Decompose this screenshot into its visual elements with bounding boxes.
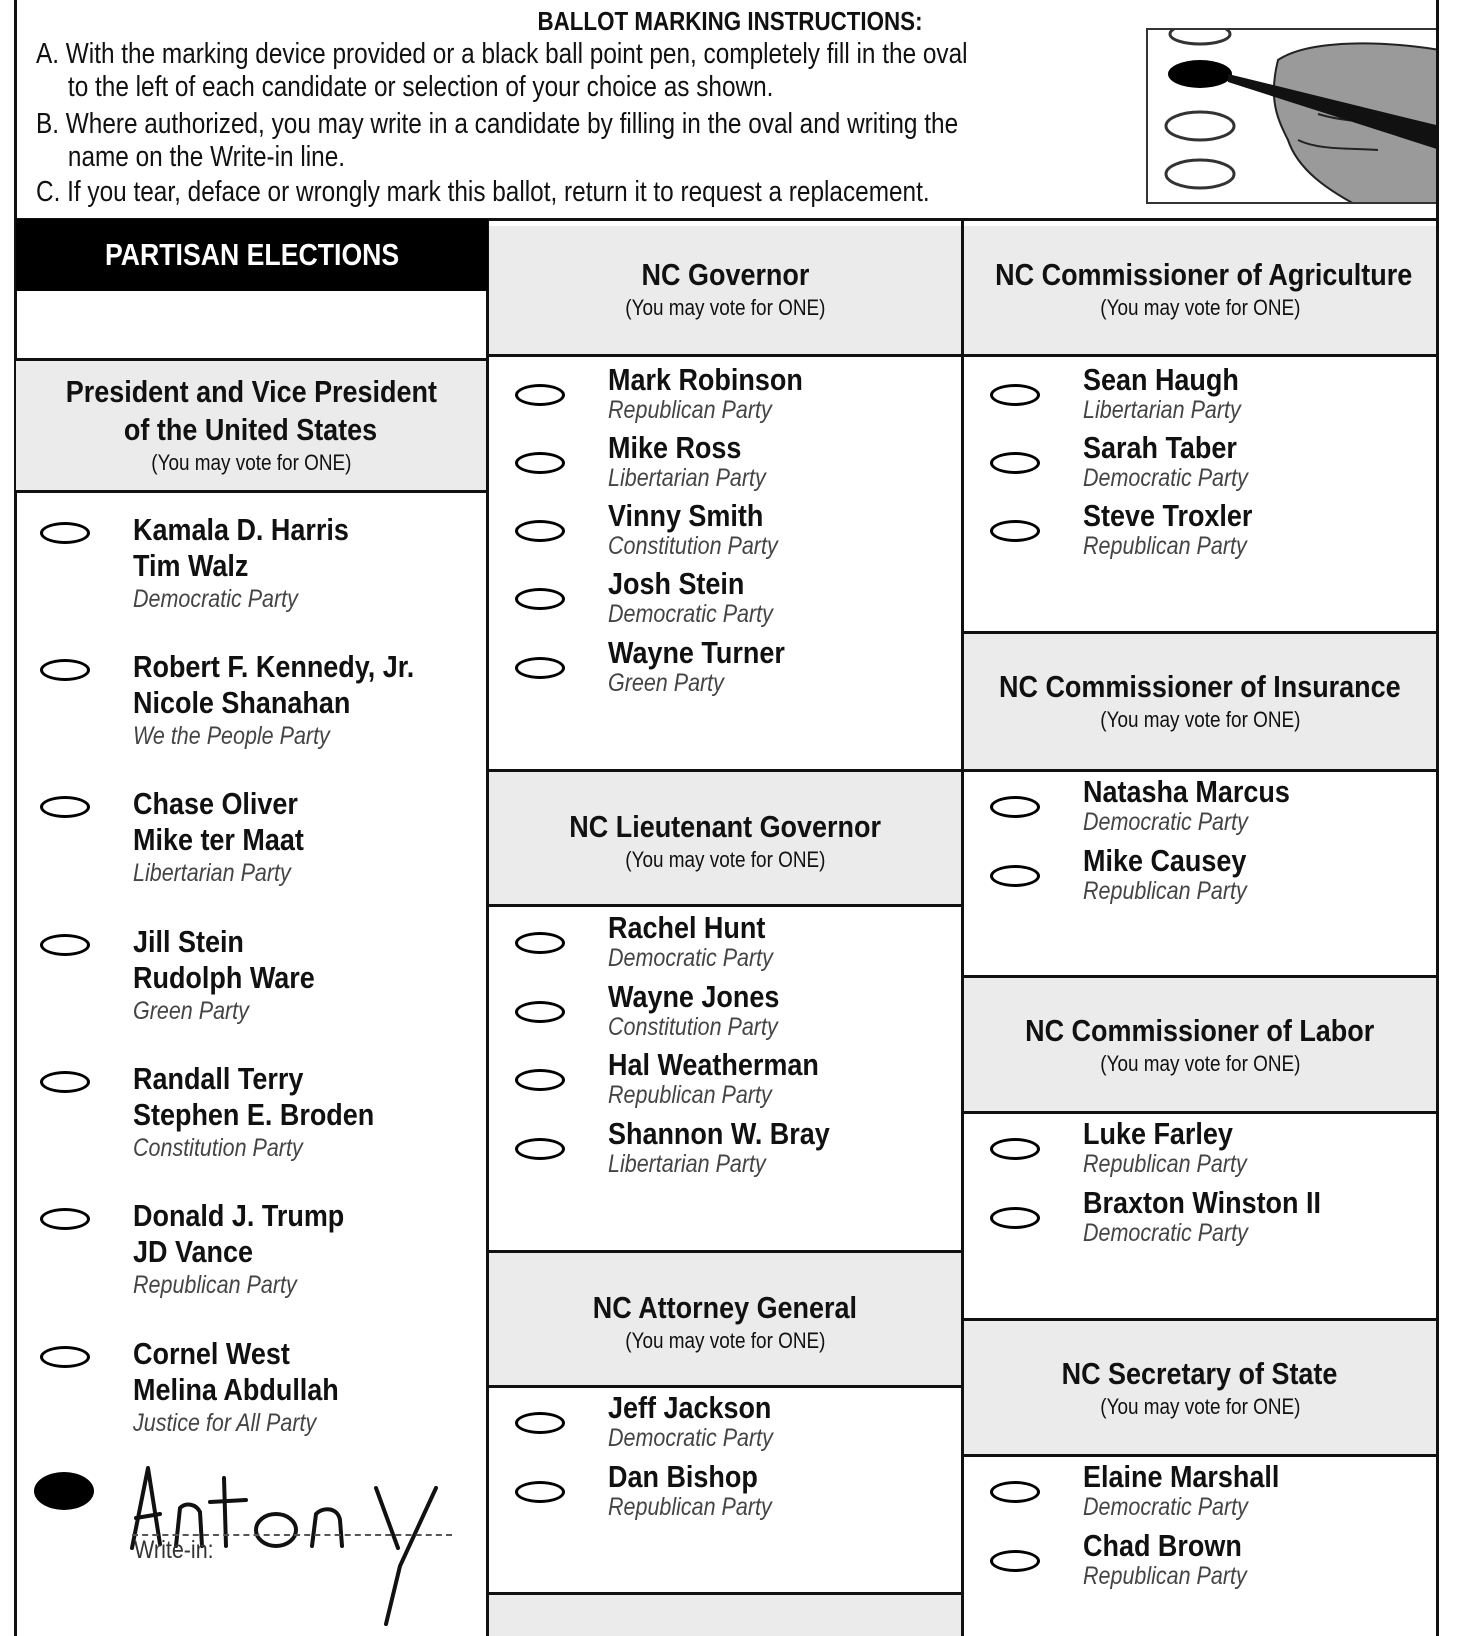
instruction-c (36, 176, 930, 209)
candidate-governor-stein[interactable] (515, 568, 955, 634)
party-name: Green Party (608, 669, 724, 697)
vote-for-one-note: (You may vote for ONE) (1099, 1394, 1301, 1419)
candidate-governor-turner[interactable] (515, 637, 955, 703)
instruction-b-line1: B. Where authorized, you may write in a candidate by filling in the oval and writing the (36, 108, 959, 140)
hand-pen-icon (1148, 30, 1438, 204)
vote-for-one-note: (You may vote for ONE) (1099, 1051, 1301, 1076)
running-mate-name: Stephen E. Broden (133, 1097, 375, 1132)
party-name: Republican Party (608, 1493, 772, 1521)
party-name: Libertarian Party (608, 464, 766, 492)
candidate-name: Mike Ross (608, 430, 742, 465)
vote-for-one-note: (You may vote for ONE) (1099, 295, 1301, 320)
candidate-name: Braxton Winston II (1083, 1185, 1321, 1220)
contest-header-agriculture (964, 226, 1436, 354)
vote-for-one-note: (You may vote for ONE) (1099, 707, 1301, 732)
candidate-name: Sarah Taber (1083, 430, 1237, 465)
candidate-lt-governor-jones[interactable] (515, 981, 955, 1047)
candidate-governor-smith[interactable] (515, 500, 955, 566)
ballot-oval[interactable] (990, 1138, 1040, 1160)
ballot-oval[interactable] (990, 1481, 1040, 1503)
contest-title: NC Lieutenant Governor (569, 809, 881, 844)
ballot-oval[interactable] (515, 1481, 565, 1503)
contest-header-insurance (964, 634, 1436, 769)
ballot-border-right (1436, 0, 1439, 1636)
candidate-insurance-marcus[interactable] (990, 776, 1430, 842)
ballot-oval[interactable] (40, 796, 90, 818)
ballot-oval[interactable] (40, 1208, 90, 1230)
divider (963, 769, 1439, 772)
party-name: Democratic Party (133, 585, 298, 613)
party-name: Republican Party (133, 1271, 297, 1299)
candidate-president-stein[interactable] (40, 924, 480, 1044)
party-name: Republican Party (608, 396, 772, 424)
candidate-lt-governor-hunt[interactable] (515, 912, 955, 978)
candidate-labor-winston[interactable] (990, 1187, 1430, 1253)
candidate-name: Kamala D. Harris (133, 512, 349, 547)
marking-sample-illustration (1146, 28, 1438, 204)
ballot-oval[interactable] (515, 384, 565, 406)
candidate-name: Chad Brown (1083, 1528, 1242, 1563)
party-name: Republican Party (1083, 532, 1247, 560)
party-name: Republican Party (608, 1081, 772, 1109)
running-mate-name: Nicole Shanahan (133, 685, 351, 720)
next-contest-header (489, 1595, 961, 1636)
candidate-governor-robinson[interactable] (515, 364, 955, 430)
candidate-name: Luke Farley (1083, 1116, 1233, 1151)
party-name: Democratic Party (608, 944, 773, 972)
ballot-oval[interactable] (990, 865, 1040, 887)
candidate-name: Hal Weatherman (608, 1047, 819, 1082)
contest-title: NC Secretary of State (1062, 1356, 1338, 1391)
ballot-oval[interactable] (40, 1346, 90, 1368)
candidate-name: Donald J. Trump (133, 1198, 345, 1233)
party-name: Justice for All Party (133, 1409, 317, 1437)
instruction-a (36, 38, 968, 104)
party-name: Republican Party (1083, 1150, 1247, 1178)
contest-header-lt-governor (489, 772, 961, 904)
candidate-president-terry[interactable] (40, 1061, 480, 1181)
candidate-name: Natasha Marcus (1083, 774, 1290, 809)
ballot-oval[interactable] (40, 1071, 90, 1093)
party-name: We the People Party (133, 722, 330, 750)
ballot-oval[interactable] (515, 1412, 565, 1434)
candidate-name: Wayne Jones (608, 979, 780, 1014)
running-mate-name: Melina Abdullah (133, 1372, 339, 1407)
party-name: Libertarian Party (1083, 396, 1241, 424)
candidate-agriculture-taber[interactable] (990, 432, 1430, 498)
ballot-oval[interactable] (515, 1069, 565, 1091)
contest-title: NC Commissioner of Labor (1025, 1013, 1375, 1048)
party-name: Democratic Party (1083, 464, 1248, 492)
candidate-labor-farley[interactable] (990, 1118, 1430, 1184)
ballot-oval[interactable] (515, 1138, 565, 1160)
ballot-oval[interactable] (40, 934, 90, 956)
contest-header-labor (964, 978, 1436, 1111)
candidate-name: Mike Causey (1083, 843, 1247, 878)
party-name: Libertarian Party (608, 1150, 766, 1178)
divider (963, 354, 1439, 357)
ballot-oval[interactable] (40, 659, 90, 681)
ballot-oval[interactable] (515, 520, 565, 542)
candidate-president-oliver[interactable] (40, 786, 480, 906)
candidate-name: Dan Bishop (608, 1459, 758, 1494)
candidate-name: Josh Stein (608, 566, 745, 601)
candidate-name: Shannon W. Bray (608, 1116, 830, 1151)
ballot-oval[interactable] (990, 384, 1040, 406)
candidate-name: Robert F. Kennedy, Jr. (133, 649, 415, 684)
instruction-b (36, 108, 958, 174)
divider (488, 354, 962, 357)
running-mate-name: JD Vance (133, 1234, 253, 1269)
candidate-president-harris[interactable] (40, 512, 480, 632)
ballot-oval[interactable] (515, 588, 565, 610)
candidate-lt-governor-weatherman[interactable] (515, 1049, 955, 1115)
ballot-oval[interactable] (515, 452, 565, 474)
instructions-title: BALLOT MARKING INSTRUCTIONS: (537, 6, 923, 36)
contest-title: NC Governor (641, 257, 809, 292)
write-in-oval-filled[interactable] (34, 1472, 94, 1510)
ballot-oval[interactable] (515, 1001, 565, 1023)
party-name: Democratic Party (1083, 808, 1248, 836)
candidate-president-kennedy[interactable] (40, 649, 480, 769)
column-divider-1 (486, 218, 489, 1636)
party-name: Green Party (133, 997, 249, 1025)
partisan-elections-banner (16, 219, 488, 291)
ballot-oval[interactable] (515, 932, 565, 954)
vote-for-one-note: (You may vote for ONE) (624, 1328, 826, 1353)
ballot-oval[interactable] (990, 520, 1040, 542)
candidate-lt-governor-bray[interactable] (515, 1118, 955, 1184)
candidate-secretary-of-state-marshall[interactable] (990, 1461, 1430, 1527)
divider (488, 1385, 962, 1388)
candidate-attorney-general-bishop[interactable] (515, 1461, 955, 1527)
party-name: Constitution Party (133, 1134, 303, 1162)
candidate-name: Rachel Hunt (608, 910, 766, 945)
candidate-president-trump[interactable] (40, 1198, 480, 1318)
candidate-insurance-causey[interactable] (990, 845, 1430, 911)
candidate-name: Jill Stein (133, 924, 244, 959)
vote-for-one-note: (You may vote for ONE) (624, 295, 826, 320)
partisan-elections-label: PARTISAN ELECTIONS (104, 237, 400, 272)
candidate-name: Cornel West (133, 1336, 290, 1371)
candidate-attorney-general-jackson[interactable] (515, 1392, 955, 1458)
candidate-name: Mark Robinson (608, 362, 803, 397)
candidate-name: Elaine Marshall (1083, 1459, 1280, 1494)
party-name: Democratic Party (1083, 1219, 1248, 1247)
ballot-oval[interactable] (990, 1550, 1040, 1572)
candidate-name: Randall Terry (133, 1061, 304, 1096)
party-name: Republican Party (1083, 877, 1247, 905)
contest-title-line1: President and Vice President (65, 374, 437, 409)
ballot-oval[interactable] (990, 452, 1040, 474)
instruction-a-line2: to the left of each candidate or selection of your choice as shown. (67, 71, 774, 103)
write-in-label: Write-in: (134, 1536, 214, 1564)
vote-for-one-note: (You may vote for ONE) (150, 450, 352, 475)
party-name: Republican Party (1083, 1562, 1247, 1590)
divider (14, 490, 488, 493)
ballot-oval[interactable] (990, 1207, 1040, 1229)
contest-header-president (16, 361, 486, 490)
candidate-president-west[interactable] (40, 1336, 480, 1456)
party-name: Constitution Party (608, 532, 778, 560)
instruction-b-line2: name on the Write-in line. (67, 141, 346, 173)
candidate-name: Sean Haugh (1083, 362, 1239, 397)
candidate-name: Jeff Jackson (608, 1390, 772, 1425)
contest-header-attorney-general (489, 1253, 961, 1385)
running-mate-name: Rudolph Ware (133, 960, 315, 995)
divider (488, 904, 962, 907)
candidate-agriculture-haugh[interactable] (990, 364, 1430, 430)
divider (963, 1111, 1439, 1114)
party-name: Constitution Party (608, 1013, 778, 1041)
running-mate-name: Mike ter Maat (133, 822, 304, 857)
party-name: Libertarian Party (133, 859, 291, 887)
candidate-name: Vinny Smith (608, 498, 764, 533)
contest-title: NC Commissioner of Insurance (999, 669, 1401, 704)
candidate-agriculture-troxler[interactable] (990, 500, 1430, 566)
contest-header-secretary-of-state (964, 1321, 1436, 1454)
ballot-oval[interactable] (990, 796, 1040, 818)
running-mate-name: Tim Walz (133, 548, 249, 583)
contest-title: NC Commissioner of Agriculture (995, 257, 1413, 292)
divider (963, 1454, 1439, 1457)
party-name: Democratic Party (608, 600, 773, 628)
contest-header-governor (489, 226, 961, 354)
candidate-secretary-of-state-brown[interactable] (990, 1530, 1430, 1596)
contest-title: NC Attorney General (592, 1290, 858, 1325)
ballot-oval[interactable] (40, 522, 90, 544)
instruction-c-line1: C. If you tear, deface or wrongly mark this ballot, return it to request a replacement. (36, 176, 930, 208)
candidate-name: Chase Oliver (133, 786, 298, 821)
contest-title-line2: of the United States (124, 412, 378, 447)
ballot-oval[interactable] (515, 657, 565, 679)
party-name: Democratic Party (608, 1424, 773, 1452)
candidate-name: Steve Troxler (1083, 498, 1253, 533)
candidate-governor-ross[interactable] (515, 432, 955, 498)
vote-for-one-note: (You may vote for ONE) (624, 847, 826, 872)
candidate-name: Wayne Turner (608, 635, 785, 670)
instruction-a-line1: A. With the marking device provided or a black ball point pen, completely fill in the oval (36, 38, 968, 70)
party-name: Democratic Party (1083, 1493, 1248, 1521)
